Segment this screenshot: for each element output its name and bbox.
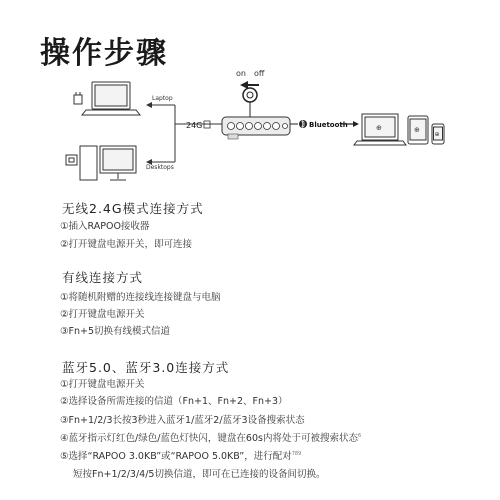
page-title: 操作步骤: [40, 36, 168, 71]
keyboard-icon: [222, 117, 290, 139]
footnote-6: 6: [357, 432, 362, 439]
connector-lines: [150, 105, 224, 162]
usb-receiver-icon-2: [66, 155, 77, 165]
bt-step-5-text: ⑤选择“RAPOO 3.0KB”或“RAPOO 5.0KB”，进行配对: [60, 451, 292, 462]
bt-step-4: [60, 430, 361, 444]
wireless-step-2: ②打开键盘电源开关，即可连接: [60, 239, 193, 250]
desktops-label: Desktops: [146, 164, 174, 171]
bt-step-4-text: ④蓝牙指示灯红色/绿色/蓝色灯快闪，键盘在60s内将处于可被搜索状态: [60, 433, 358, 444]
laptop-icon: [82, 82, 140, 115]
section-title-wired: 有线连接方式: [62, 270, 144, 285]
tablet-icon: [408, 116, 428, 144]
bt-switch-note: 短按Fn+1/2/3/4/5切换信道，即可在已连接的设备间切换。: [73, 469, 326, 480]
section-title-bluetooth: 蓝牙5.0、蓝牙3.0连接方式: [62, 360, 230, 375]
wired-step-2: ②打开键盘电源开关: [60, 309, 145, 320]
bt-step-5: [60, 448, 301, 462]
footnote-789: 789: [291, 450, 302, 457]
usb-receiver-icon: [74, 92, 82, 104]
connection-diagram: [0, 60, 500, 190]
svg-text:⊕: ⊕: [434, 131, 440, 138]
phone-icon: [432, 124, 444, 144]
on-label: on: [236, 69, 246, 78]
arrow-left-laptop-icon: [146, 102, 152, 108]
section-title-wireless: 无线2.4G模式连接方式: [62, 201, 204, 216]
wired-step-1: ①将随机附赠的连接线连接键盘与电脑: [60, 292, 221, 303]
bt-laptop-icon: [354, 114, 406, 145]
arrow-left-switch-icon: [240, 81, 248, 89]
arrow-right-bluetooth-icon: [353, 121, 359, 127]
off-label: off: [254, 69, 265, 78]
ghz-label: 24G: [186, 121, 203, 130]
bt-step-2: ②选择设备所需连接的信道（Fn+1、Fn+2、Fn+3）: [60, 396, 288, 407]
bluetooth-label: Bluetooth: [309, 121, 348, 129]
laptop-label: Laptop: [152, 95, 173, 102]
wired-step-3: ③Fn+5切换有线模式信道: [60, 326, 171, 337]
bt-step-1: ①打开键盘电源开关: [60, 379, 145, 390]
bluetooth-icon: [299, 120, 307, 128]
svg-text:⊕: ⊕: [414, 126, 420, 134]
wireless-step-1: ①插入RAPOO接收器: [60, 221, 150, 232]
svg-text:⊕: ⊕: [376, 124, 382, 132]
bt-step-3: ③Fn+1/2/3长按3秒进入蓝牙1/蓝牙2/蓝牙3设备搜索状态: [60, 415, 305, 426]
desktop-computer-icon: [80, 146, 136, 180]
